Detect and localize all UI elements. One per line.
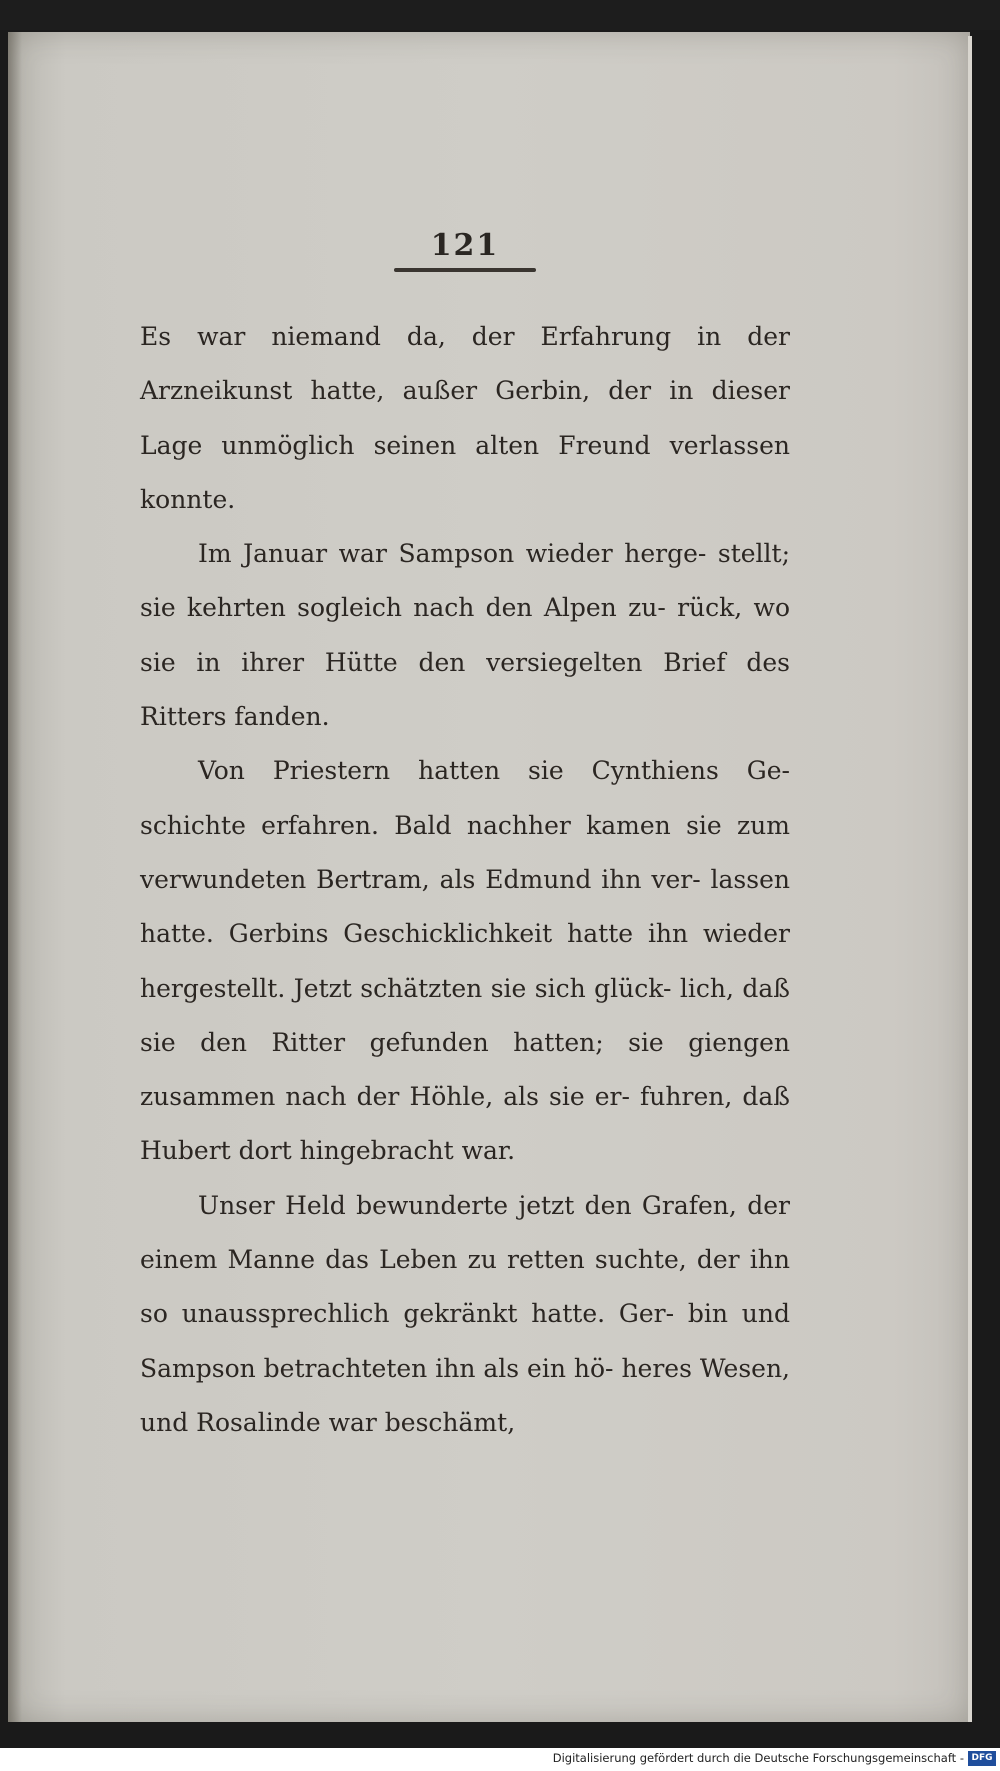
dfg-logo-icon: DFG bbox=[968, 1751, 996, 1766]
page-number: 121 bbox=[430, 228, 500, 263]
paragraph-4: Unser Held bewunderte jetzt den Grafen, der einem Manne das Leben zu retten suchte, der ihn so unaussprechlich gekränkt hatte. Ger- bin und Sampson betrachteten ihn als ein hö- heres Wesen, und Rosalinde war beschämt, bbox=[140, 1190, 790, 1437]
body-text bbox=[140, 310, 790, 1450]
paragraph-1: Es war niemand da, der Erfahrung in der Arzneikunst hatte, außer Gerbin, der in dieser Lage unmöglich seinen alten Freund verlassen konnte. bbox=[140, 322, 790, 514]
paragraph-3: Von Priestern hatten sie Cynthiens Ge- schichte erfahren. Bald nachher kamen sie zum verwundeten Bertram, als Edmund ihn ver- lassen hatte. Gerbins Geschicklichkeit hatte ihn wieder hergestellt. Jetzt schätzten sie sich glück- lich, daß sie den Ritter gefunden hatten; sie giengen zusammen nach der Höhle, als sie er- fuhren, daß Hubert dort hingebracht war. bbox=[140, 756, 790, 1166]
paragraph-2: Im Januar war Sampson wieder herge- stellt; sie kehrten sogleich nach den Alpen zu- rück, wo sie in ihrer Hütte den versiegelten Brief des Ritters fanden. bbox=[140, 539, 790, 732]
page-edge bbox=[968, 36, 972, 1722]
header-rule bbox=[394, 268, 536, 272]
digitization-credit: Digitalisierung gefördert durch die Deutsche Forschungsgemeinschaft - bbox=[552, 1751, 964, 1765]
scan-top-edge bbox=[0, 0, 1000, 30]
spine-shadow bbox=[8, 32, 22, 1722]
